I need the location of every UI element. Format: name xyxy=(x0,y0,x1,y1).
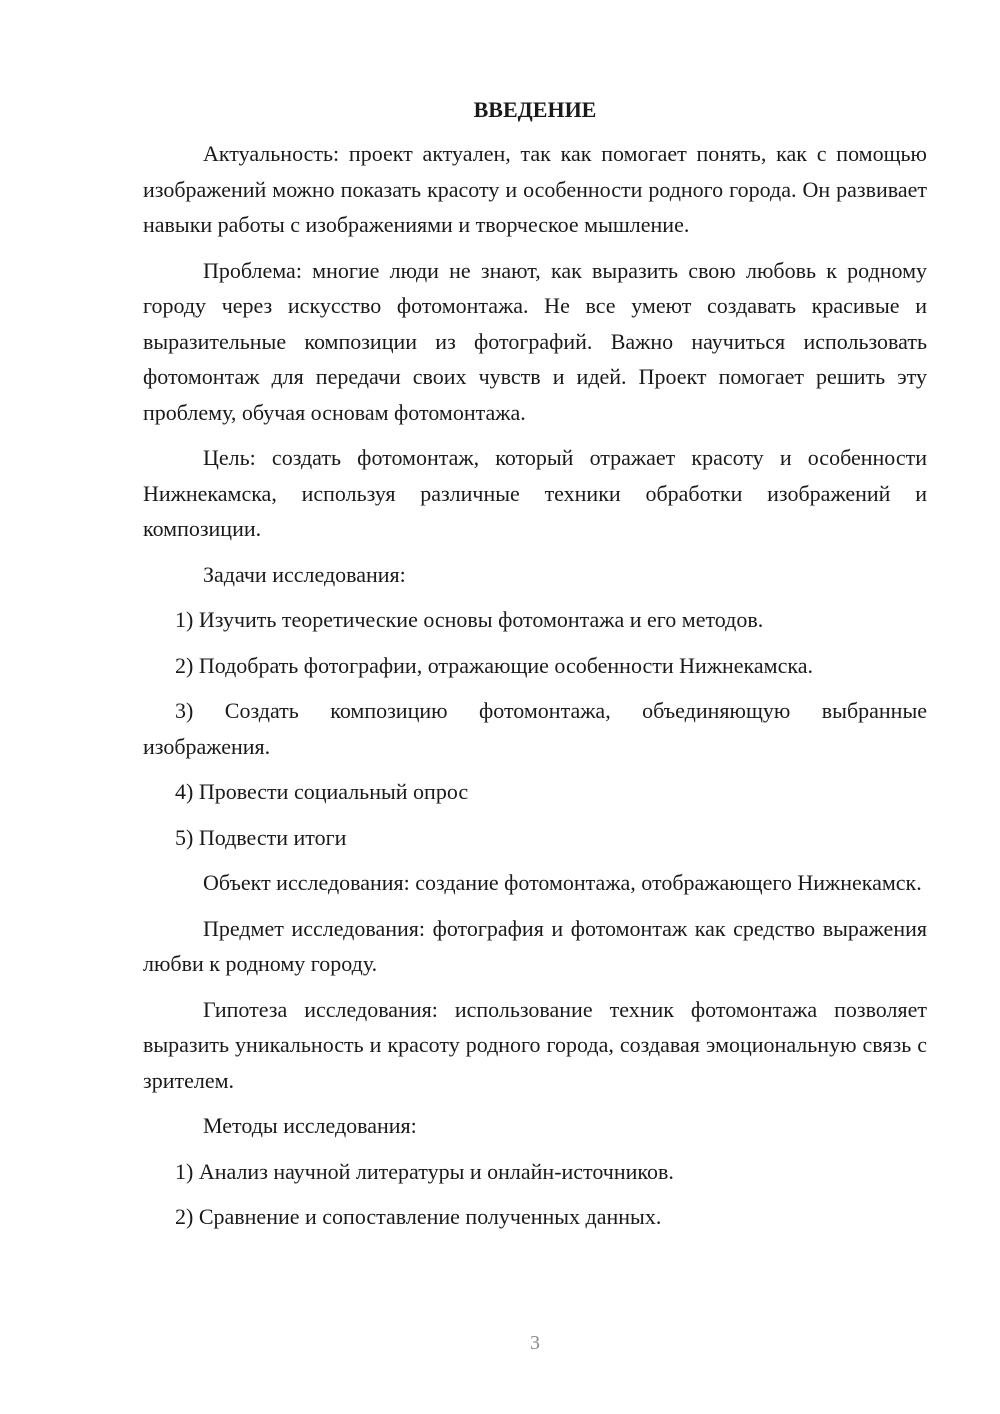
task-item: 2) Подобрать фотографии, отражающие особенности Нижнекамска. xyxy=(175,652,813,678)
task-item: 4) Провести социальный опрос xyxy=(175,779,469,804)
section-title: ВВЕДЕНИЕ xyxy=(473,97,597,122)
task-item: 1) Изучить теоретические основы фотомонтажа и его методов. xyxy=(175,607,764,632)
object-paragraph: Объект исследования: создание фотомонтажа, отображающего Нижнекамск. xyxy=(203,870,922,895)
relevance-paragraph: Актуальность: проект актуален, так как помогает понять, как с помощью изображений можно показать красоту и особенности родного города. Он развивает навыки работы с изображениями и творческое мышление. xyxy=(143,141,927,237)
method-item: 2) Сравнение и сопоставление полученных данных. xyxy=(175,1204,662,1229)
subject-paragraph: Предмет исследования: фотография и фотомонтаж как средство выражения любви к родному городу. xyxy=(143,915,927,976)
document-page xyxy=(143,92,927,1245)
hypothesis-paragraph: Гипотеза исследования: использование техник фотомонтажа позволяет выразить уникальность и красоту родного города, создавая эмоциональную связь с зрителем. xyxy=(143,996,927,1093)
task-item: 3) Создать композицию фотомонтажа, объединяющую выбранные изображения. xyxy=(143,698,927,759)
goal-paragraph: Цель: создать фотомонтаж, который отражает красоту и особенности Нижнекамска, используя различные техники обработки изображений и композиции. xyxy=(143,445,927,541)
method-item: 1) Анализ научной литературы и онлайн-источников. xyxy=(175,1158,674,1184)
methods-heading: Методы исследования: xyxy=(203,1113,417,1138)
task-item: 5) Подвести итоги xyxy=(175,824,347,850)
page-number: 3 xyxy=(530,1332,540,1354)
problem-paragraph: Проблема: многие люди не знают, как выразить свою любовь к родному городу через искусство фотомонтажа. Не все умеют создавать красивые и выразительные композиции из фотографий. Важно научиться использовать фотомонтаж для передачи своих чувств и идей. Проект помогает решить эту проблему, обучая основам фотомонтажа. xyxy=(143,257,927,425)
tasks-heading: Задачи исследования: xyxy=(203,561,406,587)
